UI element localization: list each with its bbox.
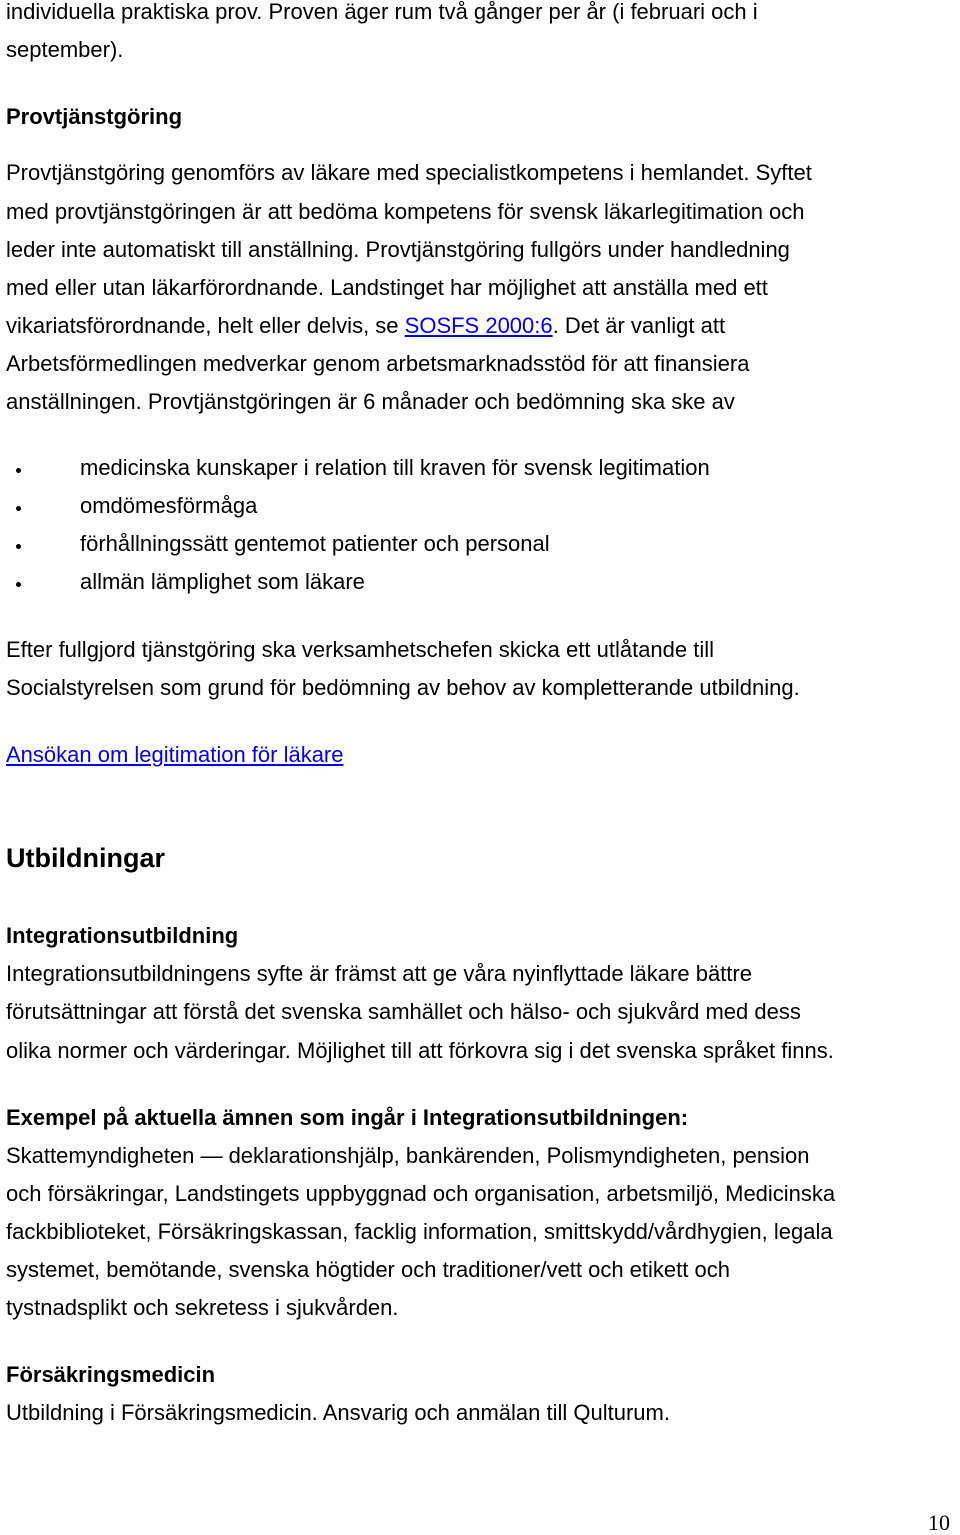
paragraph-line: Skattemyndigheten — deklarationshjälp, bankärenden, Polismyndigheten, pension <box>6 1143 810 1168</box>
paragraph-line: och försäkringar, Landstingets uppbyggnad och organisation, arbetsmiljö, Medicinska <box>6 1181 836 1206</box>
paragraph-text: . Det är vanligt att <box>552 313 726 338</box>
bullet-icon <box>16 582 21 587</box>
section-heading-utbildningar: Utbildningar <box>6 843 165 873</box>
bullet-icon <box>16 506 21 511</box>
bullet-icon <box>16 544 21 549</box>
paragraph-line: systemet, bemötande, svenska högtider och traditioner/vett och etikett och <box>6 1257 730 1282</box>
intro-line-1: individuella praktiska prov. Proven äger rum två gånger per år (i februari och i <box>6 0 758 24</box>
page-number: 10 <box>928 1510 950 1535</box>
paragraph-line: Arbetsförmedlingen medverkar genom arbetsmarknadsstöd för att finansiera <box>6 351 750 376</box>
paragraph-line: anställningen. Provtjänstgöringen är 6 månader och bedömning ska ske av <box>6 389 735 414</box>
subheading-forsakringsmedicin: Försäkringsmedicin <box>6 1362 216 1387</box>
paragraph-line: med eller utan läkarförordnande. Landstinget har möjlighet att anställa med ett <box>6 275 768 300</box>
list-item: omdömesförmåga <box>80 493 258 518</box>
paragraph-line: Provtjänstgöring genomförs av läkare med specialistkompetens i hemlandet. Syftet <box>6 160 812 185</box>
list-item: allmän lämplighet som läkare <box>80 569 365 594</box>
paragraph-line: tystnadsplikt och sekretess i sjukvården. <box>6 1295 399 1320</box>
paragraph-line: förutsättningar att förstå det svenska samhället och hälso- och sjukvård med dess <box>6 999 801 1024</box>
paragraph-line: leder inte automatiskt till anställning. Provtjänstgöring fullgörs under handledning <box>6 237 790 262</box>
ansokan-legitimation-link[interactable]: Ansökan om legitimation för läkare <box>6 742 344 767</box>
paragraph-line: Utbildning i Försäkringsmedicin. Ansvarig och anmälan till Qulturum. <box>6 1400 670 1425</box>
paragraph-line-with-link <box>6 312 725 340</box>
paragraph-line: med provtjänstgöringen är att bedöma kompetens för svensk läkarlegitimation och <box>6 199 805 224</box>
section-heading-provtjanstgoring: Provtjänstgöring <box>6 104 183 129</box>
paragraph-text: vikariatsförordnande, helt eller delvis, se <box>6 313 405 338</box>
intro-line-2: september). <box>6 37 124 62</box>
list-item: medicinska kunskaper i relation till kraven för svensk legitimation <box>80 455 710 480</box>
subheading-exempel: Exempel på aktuella ämnen som ingår i Integrationsutbildningen: <box>6 1105 689 1130</box>
bullet-icon <box>16 468 21 473</box>
paragraph-line: Efter fullgjord tjänstgöring ska verksamhetschefen skicka ett utlåtande till <box>6 637 715 662</box>
subheading-integrationsutbildning: Integrationsutbildning <box>6 923 239 948</box>
sosfs-link[interactable]: SOSFS 2000:6 <box>404 313 553 338</box>
paragraph-line: Socialstyrelsen som grund för bedömning av behov av kompletterande utbildning. <box>6 675 800 700</box>
ansokan-legitimation-link-wrap <box>6 741 344 769</box>
list-item: förhållningssätt gentemot patienter och personal <box>80 531 550 556</box>
paragraph-line: fackbiblioteket, Försäkringskassan, facklig information, smittskydd/vårdhygien, legala <box>6 1219 833 1244</box>
paragraph-line: Integrationsutbildningens syfte är främst att ge våra nyinflyttade läkare bättre <box>6 961 752 986</box>
paragraph-line: olika normer och värderingar. Möjlighet till att förkovra sig i det svenska språket finns. <box>6 1038 834 1063</box>
